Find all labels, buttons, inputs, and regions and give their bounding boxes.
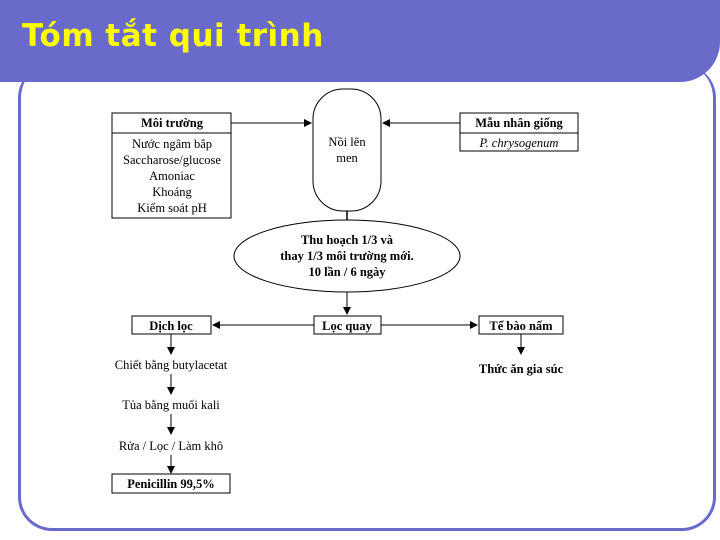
medium-item: Saccharose/glucose: [123, 153, 221, 167]
fermenter-label: Nồi lên: [328, 135, 366, 149]
mycelium-label: Tế bào nấm: [489, 319, 553, 333]
medium-item: Kiểm soát pH: [137, 201, 207, 215]
product-label: Penicillin 99,5%: [127, 477, 215, 491]
mycelium-box: [479, 316, 563, 334]
harvest-ellipse: [234, 220, 460, 292]
filtrate-box: [132, 316, 211, 334]
rotary-filter-label: Lọc quay: [322, 319, 372, 333]
medium-box: [112, 113, 231, 218]
harvest-text: 10 lần / 6 ngày: [308, 265, 386, 279]
filtrate-label: Dịch lọc: [149, 319, 193, 333]
harvest-text: thay 1/3 môi trường mới.: [280, 249, 414, 263]
medium-header: Môi trường: [141, 116, 203, 130]
fermenter-label: men: [336, 151, 358, 165]
medium-item: Amoniac: [149, 169, 195, 183]
medium-item: Khoáng: [152, 185, 192, 199]
product-box: [112, 474, 230, 493]
medium-item: Nước ngâm bắp: [131, 137, 213, 151]
rotary-filter-box: [314, 316, 381, 334]
step-extraction: Chiết bằng butylacetat: [114, 358, 228, 372]
animal-feed-label: Thức ăn gia súc: [478, 362, 564, 376]
seed-header: Mẫu nhân giống: [475, 116, 563, 130]
seed-organism: P. chrysogenum: [479, 136, 559, 150]
harvest-text: Thu hoạch 1/3 và: [300, 233, 394, 247]
page-title: Tóm tắt qui trình: [22, 18, 324, 54]
seed-box: [460, 113, 578, 151]
step-precipitation: Tủa bằng muối kali: [122, 398, 220, 412]
fermenter-vessel: [313, 89, 381, 211]
step-wash-filter-dry: Rửa / Lọc / Làm khô: [118, 439, 224, 453]
